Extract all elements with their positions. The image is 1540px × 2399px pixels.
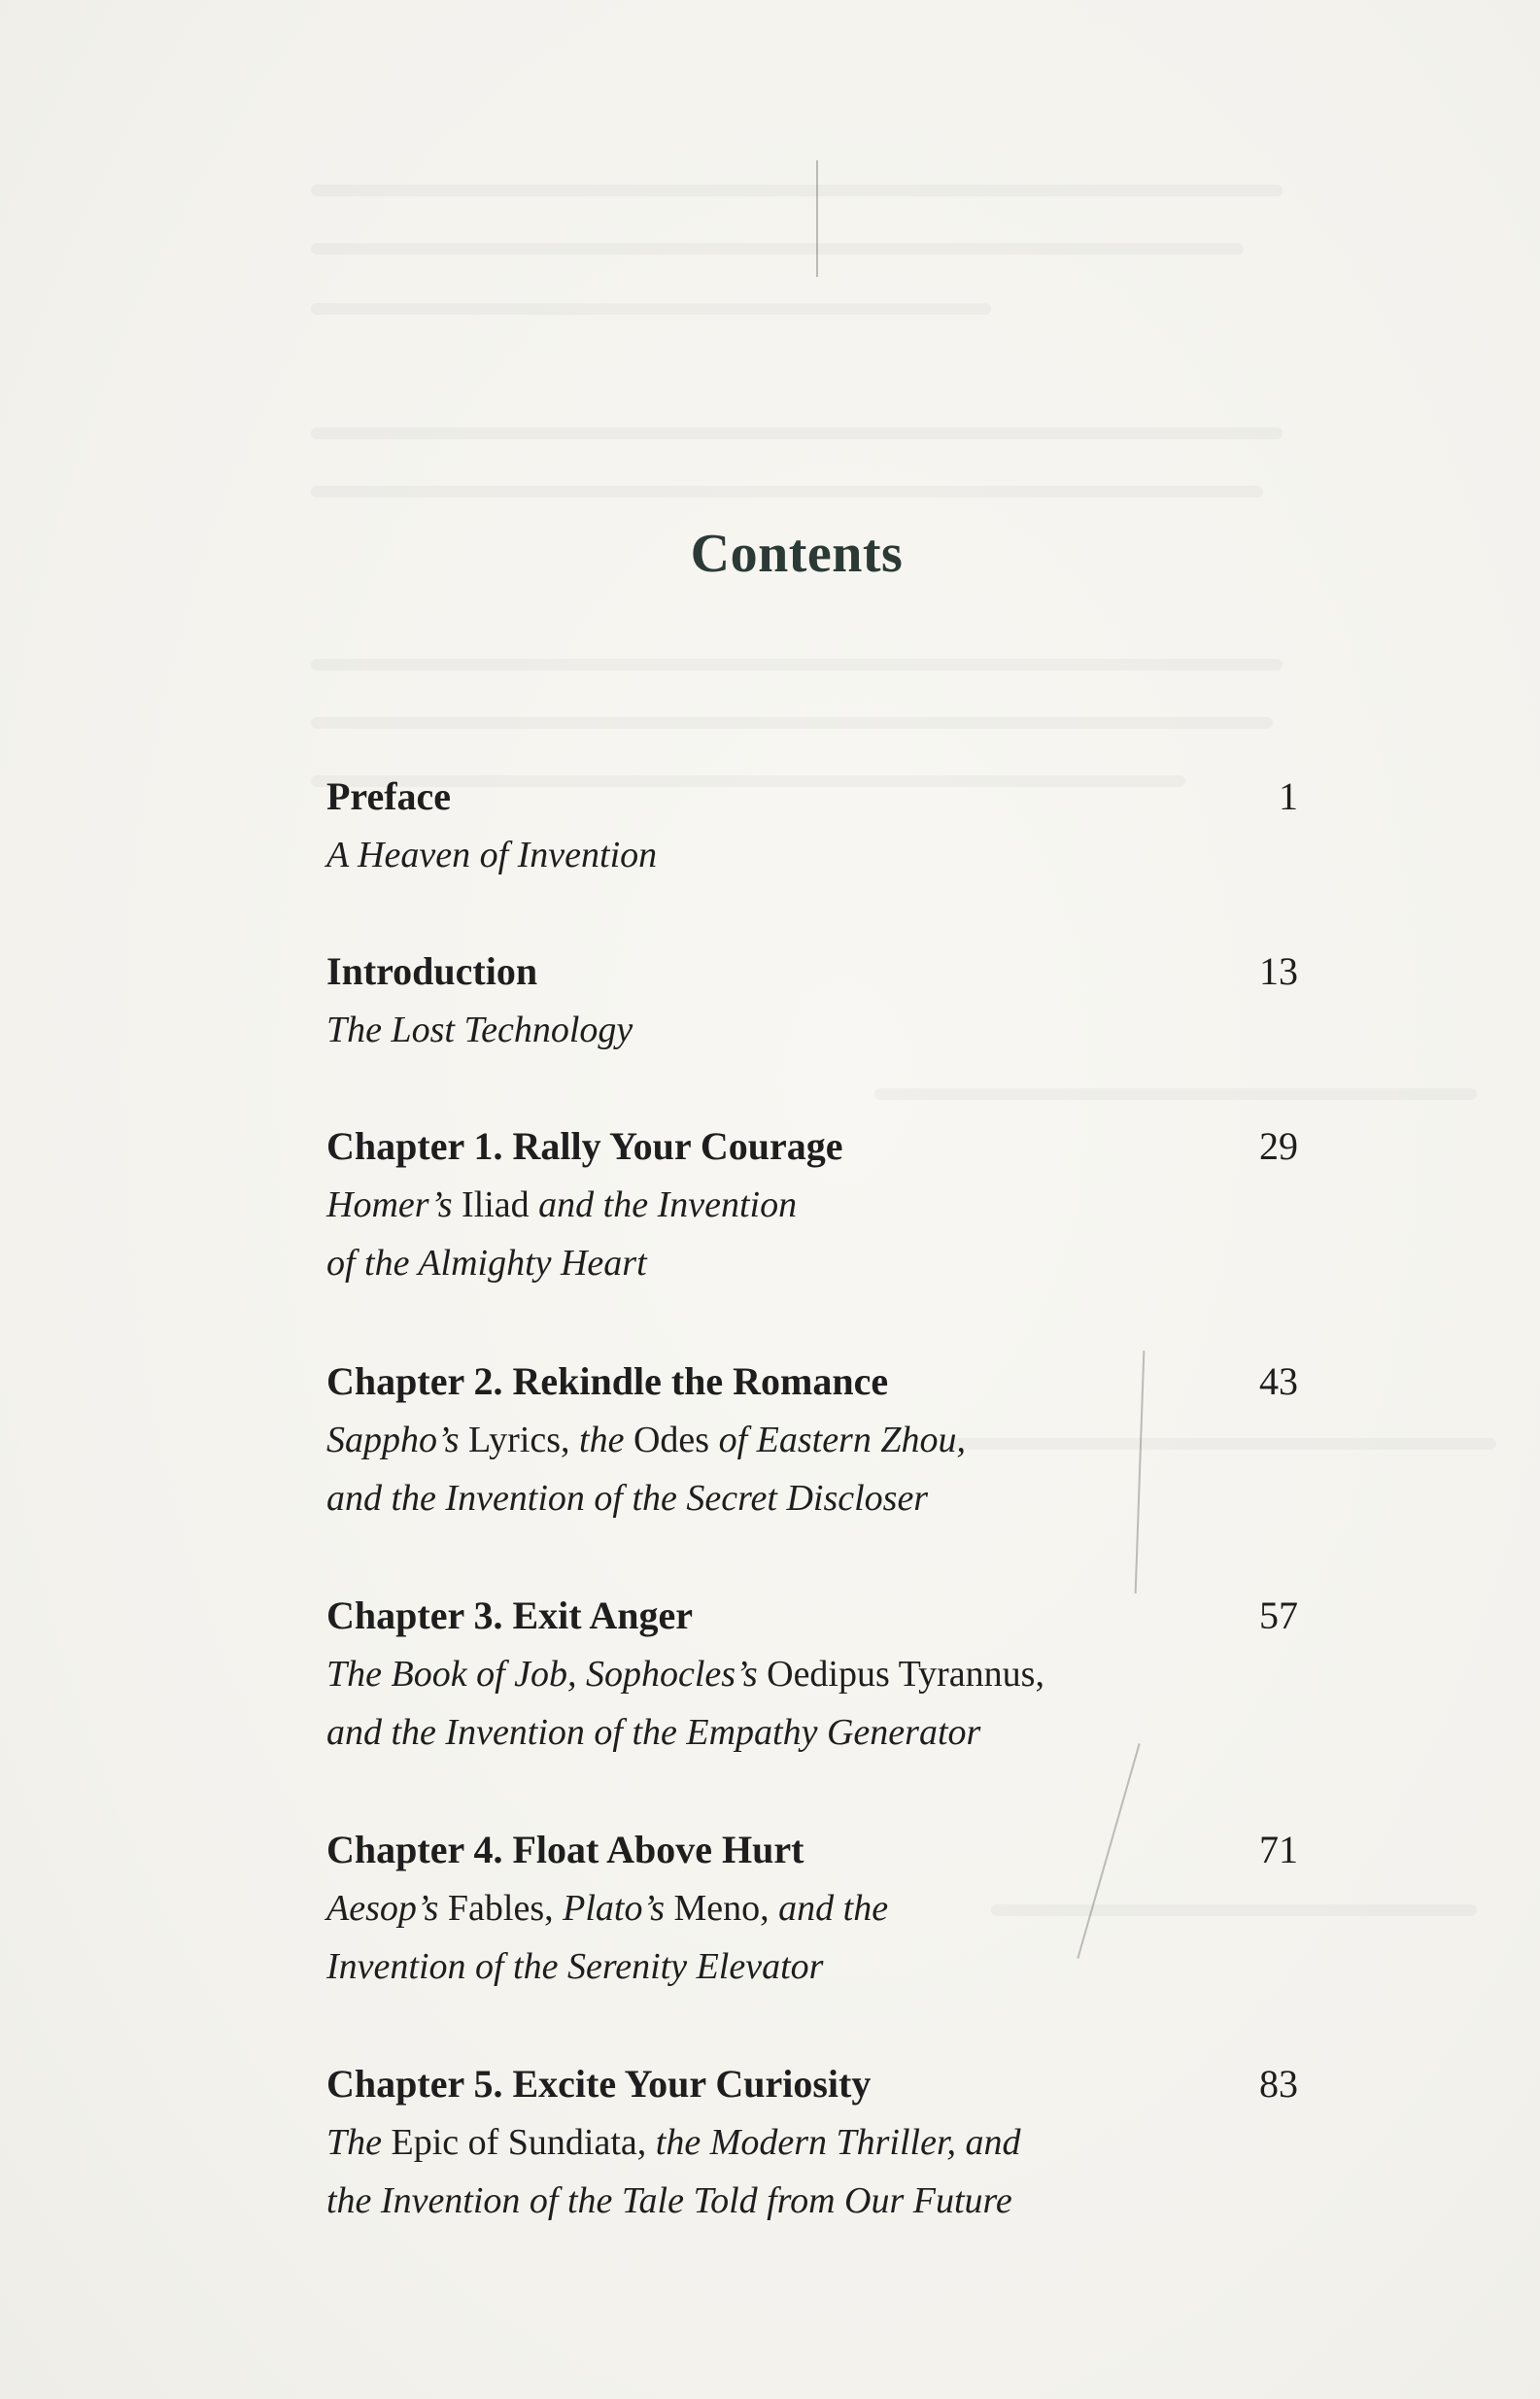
subtitle-segment: Lyrics, [468, 1420, 570, 1460]
subtitle-segment: Epic of Sundiata, [391, 2122, 647, 2163]
toc-entry-subtitle-line [326, 2113, 1298, 2172]
toc-entry-subtitle-line [326, 1469, 1298, 1527]
toc-entry[interactable] [326, 1821, 1298, 1996]
subtitle-segment: Homer’s [326, 1184, 462, 1225]
subtitle-segment: Fables, [447, 1888, 554, 1929]
toc-entry-page-number: 43 [1259, 1359, 1298, 1403]
toc-entry-header [326, 1353, 1298, 1411]
toc-entry[interactable] [326, 1587, 1298, 1762]
bleed-through-line [311, 428, 1283, 439]
contents-heading: Contents [690, 524, 904, 584]
subtitle-segment: Iliad [462, 1184, 530, 1225]
toc-entry-page-number: 71 [1259, 1828, 1298, 1871]
toc-entry-title: Chapter 3. Exit Anger [326, 1594, 694, 1637]
subtitle-segment: Meno, [673, 1888, 770, 1929]
toc-entry-page-number: 1 [1279, 774, 1298, 818]
subtitle-segment: and the Invention [529, 1184, 798, 1225]
toc-entry-subtitle-line [326, 1645, 1298, 1703]
paper-crease [816, 160, 818, 277]
subtitle-segment: Aesop’s [326, 1888, 448, 1929]
subtitle-segment: Invention of the Serenity Elevator [326, 1946, 824, 1987]
toc-entry-subtitle-line [326, 826, 1298, 884]
subtitle-segment: and the Invention of the Secret Discloser [326, 1478, 929, 1519]
toc-entry[interactable] [326, 2055, 1298, 2230]
toc-entry-subtitle-line [326, 1001, 1298, 1059]
subtitle-segment: the Invention of the Tale Told from Our Future [326, 2180, 1012, 2221]
toc-entry-page-number: 83 [1259, 2062, 1298, 2106]
subtitle-segment: Oedipus Tyrannus, [767, 1654, 1044, 1695]
toc-entry-header [326, 1117, 1298, 1176]
subtitle-segment: of Eastern Zhou, [709, 1420, 966, 1460]
toc-entry-subtitle-line [326, 1879, 1298, 1937]
toc-entry-subtitle-line [326, 1234, 1298, 1292]
toc-entry[interactable] [326, 942, 1298, 1059]
toc-entry[interactable] [326, 768, 1298, 884]
subtitle-segment: and the Invention of the Empathy Generator [326, 1712, 981, 1753]
toc-entry-subtitle-line [326, 1703, 1298, 1762]
subtitle-segment: Sappho’s [326, 1420, 469, 1460]
bleed-through-line [311, 185, 1283, 196]
toc-entry-subtitle-line [326, 1411, 1298, 1469]
subtitle-segment: the [569, 1420, 633, 1460]
subtitle-segment: Plato’s [553, 1888, 674, 1929]
toc-entry-title: Introduction [326, 949, 538, 993]
bleed-through-line [311, 303, 991, 315]
toc-entry-title: Chapter 5. Excite Your Curiosity [326, 2062, 872, 2106]
subtitle-segment: A Heaven of Invention [326, 835, 658, 875]
subtitle-segment: Odes [633, 1420, 710, 1460]
subtitle-segment: The Lost Technology [326, 1010, 633, 1050]
toc-entry-header [326, 1587, 1298, 1645]
toc-entry[interactable] [326, 1117, 1298, 1292]
toc-entry-header [326, 768, 1298, 826]
toc-entry-header [326, 1821, 1298, 1879]
toc-entry-page-number: 57 [1259, 1594, 1298, 1637]
toc-entry-page-number: 29 [1259, 1124, 1298, 1168]
bleed-through-line [311, 717, 1273, 729]
subtitle-segment: and the [769, 1888, 889, 1929]
toc-entry-title: Chapter 2. Rekindle the Romance [326, 1359, 889, 1403]
bleed-through-line [311, 659, 1283, 670]
subtitle-segment: of the Almighty Heart [326, 1243, 647, 1284]
subtitle-segment: The [326, 2122, 392, 2163]
bleed-through-line [311, 243, 1244, 255]
toc-entry[interactable] [326, 1353, 1298, 1527]
toc-entry-subtitle-line [326, 1176, 1298, 1234]
toc-entry-header [326, 2055, 1298, 2113]
subtitle-segment: the Modern Thriller, and [646, 2122, 1021, 2163]
toc-entry-title: Chapter 1. Rally Your Courage [326, 1124, 843, 1168]
toc-entry-title: Chapter 4. Float Above Hurt [326, 1828, 804, 1871]
subtitle-segment: The Book of Job, Sophocles’s [326, 1654, 768, 1695]
bleed-through-line [311, 486, 1263, 497]
toc-entry-header [326, 942, 1298, 1001]
toc-entry-subtitle-line [326, 2172, 1298, 2230]
toc-entry-title: Preface [326, 774, 452, 818]
toc-entry-subtitle-line [326, 1937, 1298, 1996]
toc-entry-page-number: 13 [1259, 949, 1298, 993]
bleed-through-line [874, 1088, 1477, 1100]
